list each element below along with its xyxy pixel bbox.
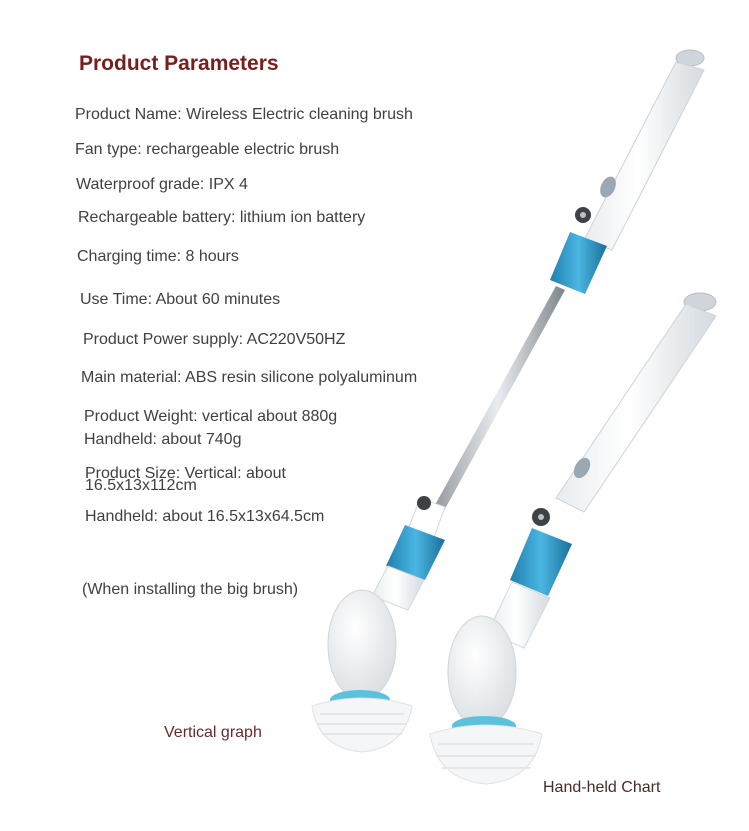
spec-note: (When installing the big brush)	[82, 581, 299, 598]
spec-power-supply: Product Power supply: AC220V50HZ	[83, 331, 346, 348]
spec-battery: Rechargeable battery: lithium ion battery	[78, 209, 366, 226]
caption-handheld-chart: Hand-held Chart	[543, 779, 661, 796]
spec-weight-vertical: Product Weight: vertical about 880g	[84, 408, 338, 425]
page-title: Product Parameters	[79, 52, 279, 75]
spec-main-material: Main material: ABS resin silicone polyaluminum	[81, 369, 418, 386]
spec-product-name: Product Name: Wireless Electric cleaning brush	[75, 106, 413, 123]
spec-size-handheld: Handheld: about 16.5x13x64.5cm	[85, 508, 325, 525]
spec-use-time: Use Time: About 60 minutes	[80, 291, 281, 308]
spec-fan-type: Fan type: rechargeable electric brush	[75, 141, 340, 158]
spec-weight-handheld: Handheld: about 740g	[84, 431, 242, 448]
handheld-brush	[430, 293, 716, 784]
caption-vertical-graph: Vertical graph	[164, 724, 262, 741]
spec-size-vertical: Product Size: Vertical: about	[85, 465, 286, 482]
spec-waterproof-grade: Waterproof grade: IPX 4	[76, 176, 248, 193]
spec-charging-time: Charging time: 8 hours	[77, 248, 239, 265]
spec-size-vertical-dimensions: 16.5x13x112cm	[85, 477, 197, 494]
